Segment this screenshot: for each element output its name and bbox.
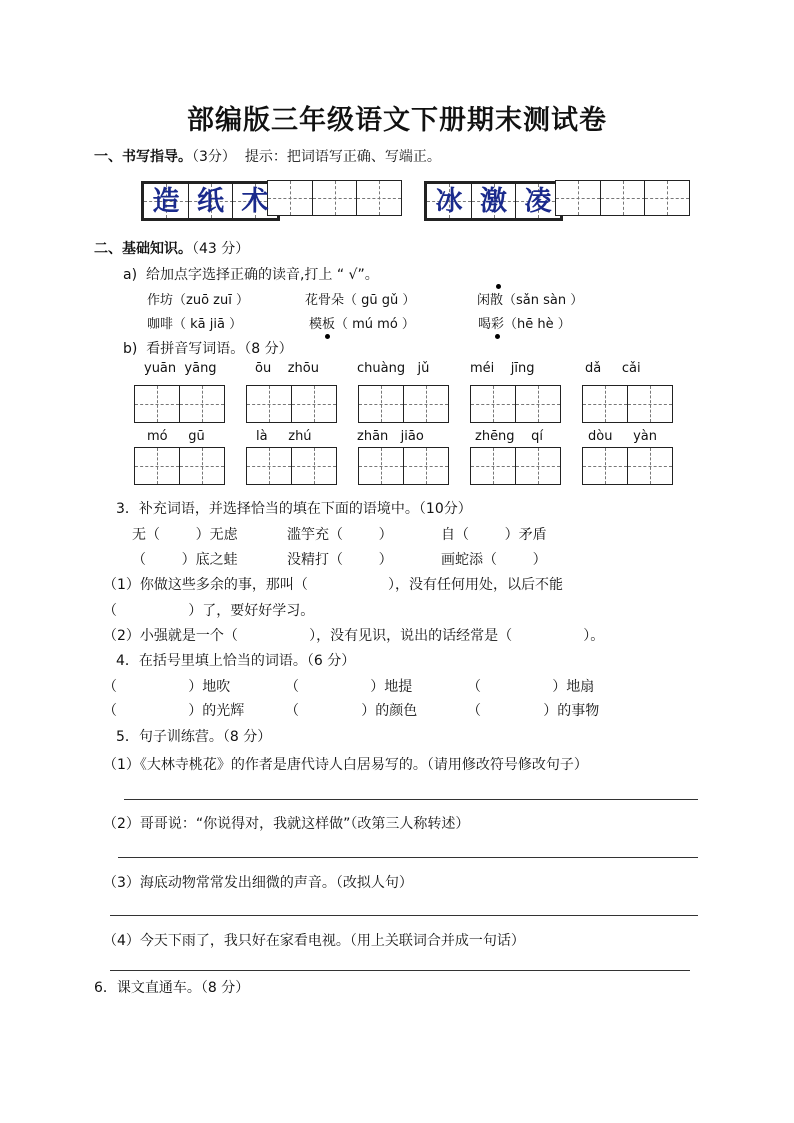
sample-char: 术 [241, 186, 269, 217]
answer-grid[interactable] [582, 385, 673, 423]
pinyin-prompt: dòu yàn [588, 429, 658, 444]
emphasis-dot [495, 334, 500, 339]
idiom-blank[interactable]: 无（ ）无虑 [132, 527, 238, 543]
answer-grid[interactable] [358, 385, 449, 423]
section-2-heading-line [94, 238, 249, 258]
section-2-score: （43 分） [192, 241, 250, 257]
sentence-task-1: （1）《大林寺桃花》的作者是唐代诗人白居易写的。（请用修改符号修改句子） [103, 757, 588, 773]
sample-char: 凌 [524, 186, 552, 217]
fill-blank[interactable]: （ ）地吹 [103, 679, 231, 695]
section-2-heading: 二、基础知识。 [94, 241, 192, 257]
part-a-label: a) [123, 267, 138, 283]
fill-blank[interactable]: （ ）地提 [285, 679, 413, 695]
question-6-heading: 6．课文直通车。（8 分） [94, 980, 250, 996]
answer-grid[interactable] [470, 385, 561, 423]
section-1-heading: 一、书写指导。 [94, 149, 192, 165]
sample-char-cell [426, 183, 472, 219]
section-1-hint: 提示：把词语写正确、写端正。 [244, 149, 441, 165]
question-4-heading: 4．在括号里填上恰当的词语。（6 分） [116, 653, 356, 669]
pinyin-prompt: chuàng jǔ [357, 361, 430, 376]
section-1-score: （3分） [192, 149, 236, 165]
answer-grid[interactable] [582, 447, 673, 485]
section-1-heading-line [94, 146, 441, 166]
pinyin-prompt: zhān jiāo [357, 429, 424, 444]
reading-option[interactable]: 喝彩（hē hè ） [478, 317, 571, 332]
answer-grid[interactable] [134, 447, 225, 485]
practice-grid-2[interactable] [555, 180, 690, 216]
sample-word-grid-2 [424, 181, 563, 221]
sentence-task-2: （2）哥哥说：“你说得对，我就这样做”（改第三人称转述） [103, 816, 470, 832]
emphasis-dot [496, 284, 501, 289]
writing-cell[interactable] [134, 385, 180, 423]
context-sentence-1b[interactable]: （ ）了，要好好学习。 [103, 603, 315, 619]
part-a-text: 给加点字选择正确的读音,打上 “ √”。 [145, 267, 379, 283]
answer-grid[interactable] [134, 385, 225, 423]
answer-grid[interactable] [246, 447, 337, 485]
writing-cell[interactable] [134, 447, 180, 485]
pinyin-prompt: yuān yāng [144, 361, 217, 376]
question-5-heading: 5．句子训练营。（8 分） [116, 729, 272, 745]
writing-cell[interactable] [246, 385, 292, 423]
answer-line[interactable] [118, 857, 698, 858]
pinyin-prompt: là zhú [256, 429, 312, 444]
sample-char-cell [232, 183, 278, 219]
sample-char: 冰 [435, 186, 463, 217]
context-sentence-2[interactable]: （2）小强就是一个（ ），没有见识，说出的话经常是（ ）。 [103, 628, 605, 644]
sample-char-cell [471, 183, 517, 219]
question-3-heading: 3．补充词语，并选择恰当的填在下面的语境中。（10分） [116, 501, 472, 517]
pinyin-prompt: ōu zhōu [255, 361, 319, 376]
idiom-blank[interactable]: 自（ ）矛盾 [441, 527, 547, 543]
writing-cell[interactable] [582, 447, 628, 485]
writing-cell[interactable] [179, 447, 225, 485]
pinyin-prompt: mó gū [147, 429, 205, 444]
part-b-text: 看拼音写词语。（8 分） [146, 341, 293, 357]
sample-word-grid-1 [141, 181, 280, 221]
fill-blank[interactable]: （ ）地扇 [467, 679, 595, 695]
sample-char-cell [143, 183, 189, 219]
writing-cell[interactable] [356, 180, 402, 216]
writing-cell[interactable] [515, 385, 561, 423]
fill-blank[interactable]: （ ）的光辉 [103, 703, 245, 719]
part-a-instruction [123, 264, 379, 284]
writing-cell[interactable] [246, 447, 292, 485]
writing-cell[interactable] [555, 180, 601, 216]
writing-cell[interactable] [627, 385, 673, 423]
pinyin-prompt: zhēng qí [475, 429, 543, 444]
reading-option[interactable]: 花骨朵（ gū gǔ ） [305, 293, 416, 308]
part-b-instruction [123, 338, 293, 358]
sample-char: 造 [152, 186, 180, 217]
idiom-blank[interactable]: 滥竽充（ ） [287, 527, 393, 543]
pinyin-prompt: dǎ cǎi [585, 361, 641, 376]
answer-grid[interactable] [470, 447, 561, 485]
answer-line[interactable] [110, 970, 690, 971]
sentence-task-3: （3）海底动物常常发出细微的声音。（改拟人句） [103, 875, 413, 891]
idiom-blank[interactable]: 画蛇添（ ） [441, 552, 547, 568]
pinyin-prompt: méi jīng [470, 361, 535, 376]
writing-cell[interactable] [403, 385, 449, 423]
context-sentence-1a[interactable]: （1）你做这些多余的事，那叫（ ），没有任何用处，以后不能 [103, 577, 564, 593]
answer-grid[interactable] [246, 385, 337, 423]
writing-cell[interactable] [403, 447, 449, 485]
practice-grid-1[interactable] [267, 180, 402, 216]
answer-line[interactable] [124, 799, 698, 800]
reading-option[interactable]: 作坊（zuō zuī ） [147, 293, 249, 308]
sample-char: 激 [480, 186, 507, 217]
fill-blank[interactable]: （ ）的颜色 [285, 703, 418, 719]
idiom-blank[interactable]: 没精打（ ） [287, 552, 393, 568]
writing-cell[interactable] [312, 180, 358, 216]
page-title: 部编版三年级语文下册期末测试卷 [187, 105, 607, 136]
writing-cell[interactable] [358, 447, 404, 485]
writing-cell[interactable] [179, 385, 225, 423]
part-b-label: b) [123, 341, 138, 357]
writing-cell[interactable] [470, 447, 516, 485]
reading-option[interactable]: 模板（ mú mó ） [309, 317, 415, 332]
writing-cell[interactable] [600, 180, 646, 216]
sample-char-cell [515, 183, 561, 219]
writing-cell[interactable] [291, 447, 337, 485]
sample-char: 纸 [197, 186, 224, 217]
writing-cell[interactable] [644, 180, 690, 216]
answer-grid[interactable] [358, 447, 449, 485]
writing-cell[interactable] [582, 385, 628, 423]
writing-cell[interactable] [291, 385, 337, 423]
idiom-blank[interactable]: （ ）底之蛙 [132, 552, 238, 568]
fill-blank[interactable]: （ ）的事物 [467, 703, 600, 719]
answer-line[interactable] [110, 915, 698, 916]
writing-cell[interactable] [515, 447, 561, 485]
writing-cell[interactable] [358, 385, 404, 423]
reading-option[interactable]: 咖啡（ kā jiā ） [147, 317, 243, 332]
reading-option[interactable]: 闲散（sǎn sàn ） [477, 293, 584, 308]
writing-cell[interactable] [627, 447, 673, 485]
sentence-task-4: （4）今天下雨了，我只好在家看电视。（用上关联词合并成一句话） [103, 933, 525, 949]
sample-char-cell [188, 183, 234, 219]
emphasis-dot [325, 334, 330, 339]
writing-cell[interactable] [470, 385, 516, 423]
